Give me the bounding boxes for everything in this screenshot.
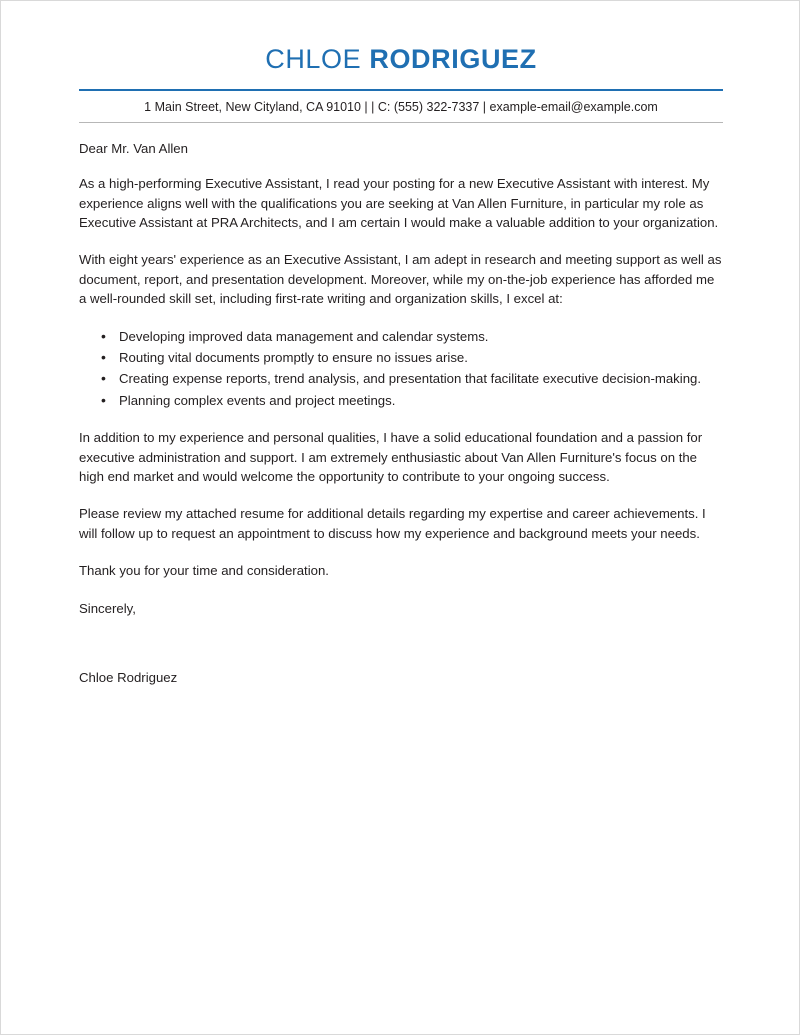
contact-line: 1 Main Street, New Cityland, CA 91010 | | C: (555) 322-7337 | example-email@example.com [144,99,658,114]
body-paragraph-3: In addition to my experience and personal qualities, I have a solid educational foundation and a passion for executive administration and support. I am extremely enthusiastic about Van Allen Furniture's focus on the high end market and would welcome the opportunity to contribute to your ongoing success. [79,430,703,484]
thanks-line: Thank you for your time and consideration. [79,563,329,579]
list-item: • Routing vital documents promptly to ensure no issues arise. [119,348,723,367]
page-title [79,45,723,89]
list-item: • Creating expense reports, trend analysis, and presentation that facilitate executive decision-making. [119,369,723,388]
letter-content [79,45,723,687]
last-name: RODRIGUEZ [369,44,537,74]
first-name: CHLOE [265,44,362,74]
body-paragraph-1: As a high-performing Executive Assistant, I read your posting for a new Executive Assistant with interest. My experience aligns well with the qualifications you are seeking at Van Allen Furniture, in particular my role as Executive Assistant at PRA Architects, and I am certain I would make a valuable addition to your organization. [79,176,719,230]
body-paragraph-2: With eight years' experience as an Executive Assistant, I am adept in research and meeting support as well as document, report, and presentation development. Moreover, while my on-the-job experience has afforded me a well-rounded skill set, including first-rate writing and organization skills, I excel at: [79,252,722,307]
salutation: Dear Mr. Van Allen [79,140,188,156]
list-item: • Developing improved data management and calendar systems. [119,327,723,346]
skills-list [79,327,723,411]
signature-name: Chloe Rodriguez [79,670,178,685]
list-item: • Planning complex events and project meetings. [119,391,723,410]
letter-body [79,123,723,688]
signoff-line: Sincerely, [79,600,136,616]
body-paragraph-4: Please review my attached resume for additional details regarding my expertise and career achievements. I will follow up to request an appointment to discuss how my experience and background meets your needs. [79,506,706,541]
